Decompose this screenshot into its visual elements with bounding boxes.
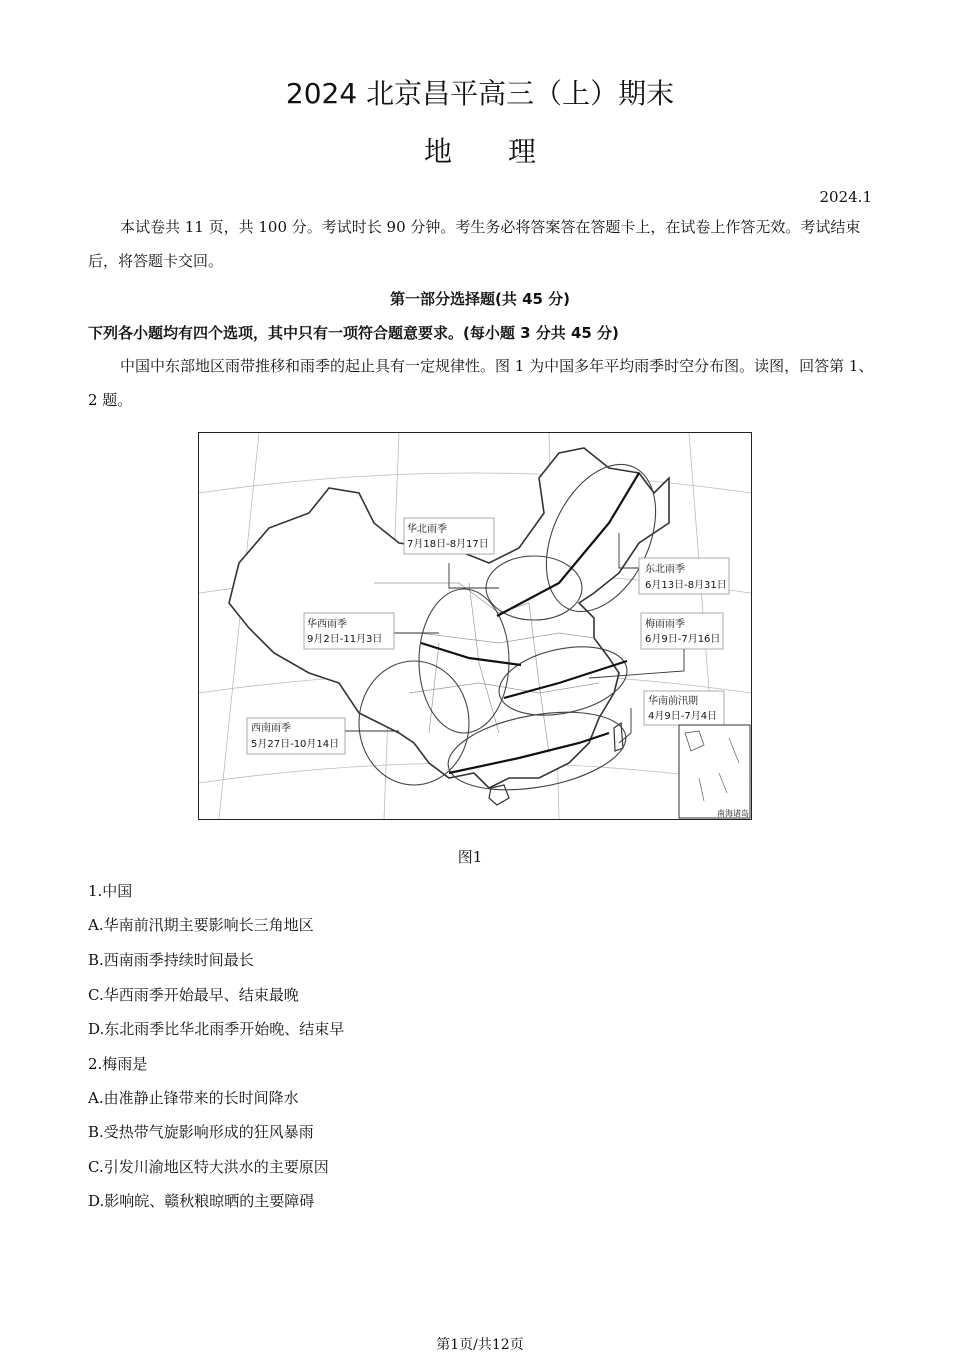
section-title: 第一部分选择题(共 45 分) bbox=[389, 290, 571, 308]
label-meiyu-dates: 6月9日-7月16日 bbox=[645, 634, 721, 645]
question-2-stem: 2.梅雨是 bbox=[88, 1055, 148, 1073]
label-south-china-name: 华南前汛期 bbox=[648, 696, 698, 707]
question-2-option-c[interactable]: C.引发川渝地区特大洪水的主要原因 bbox=[88, 1158, 329, 1176]
label-northeast-name: 东北雨季 bbox=[645, 564, 685, 575]
map-svg bbox=[199, 433, 751, 819]
label-west-china-name: 华西雨季 bbox=[307, 619, 347, 630]
question-1-option-d[interactable]: D.东北雨季比华北雨季开始晚、结束早 bbox=[88, 1020, 345, 1038]
question-1-option-b[interactable]: B.西南雨季持续时间最长 bbox=[88, 951, 254, 969]
label-north-china-name: 华北雨季 bbox=[407, 524, 447, 535]
inset-label: 南海诸岛 bbox=[717, 809, 749, 818]
subject-title: 地理 bbox=[423, 135, 592, 168]
section-instruction: 下列各小题均有四个选项，其中只有一项符合题意要求。(每小题 3 分共 45 分) bbox=[88, 324, 619, 342]
label-meiyu-name: 梅雨雨季 bbox=[645, 619, 685, 630]
question-2-option-b[interactable]: B.受热带气旋影响形成的狂风暴雨 bbox=[88, 1123, 314, 1141]
exam-title: 2024 北京昌平高三（上）期末 bbox=[285, 77, 675, 110]
label-west-china-dates: 9月2日-11月3日 bbox=[307, 634, 383, 645]
exam-date: 2024.1 bbox=[819, 188, 872, 206]
question-1-stem: 1.中国 bbox=[88, 882, 133, 900]
page-footer: 第1页/共12页 bbox=[436, 1337, 524, 1353]
rain-season-map bbox=[198, 432, 752, 820]
label-northeast-dates: 6月13日-8月31日 bbox=[645, 580, 727, 591]
question-2-option-a[interactable]: A.由准静止锋带来的长时间降水 bbox=[88, 1089, 299, 1107]
label-south-china-dates: 4月9日-7月4日 bbox=[648, 711, 718, 722]
intro-paragraph: 本试卷共 11 页，共 100 分。考试时长 90 分钟。考生务必将答案答在答题卡上，在试卷上作答无效。考试结束后，将答题卡交回。 bbox=[88, 218, 861, 270]
question-2-option-d[interactable]: D.影响皖、赣秋粮晾晒的主要障碍 bbox=[88, 1192, 315, 1210]
south-china-sea-inset bbox=[679, 725, 750, 818]
question-1-option-a[interactable]: A.华南前汛期主要影响长三角地区 bbox=[88, 916, 314, 934]
question-stem-paragraph: 中国中东部地区雨带推移和雨季的起止具有一定规律性。图 1 为中国多年平均雨季时空分布图。读图，回答第 1、2 题。 bbox=[88, 357, 874, 409]
label-southwest-name: 西南雨季 bbox=[251, 723, 291, 734]
label-southwest-dates: 5月27日-10月14日 bbox=[251, 739, 340, 750]
label-north-china-dates: 7月18日-8月17日 bbox=[407, 539, 489, 550]
question-1-option-c[interactable]: C.华西雨季开始最早、结束最晚 bbox=[88, 986, 299, 1004]
figure-caption: 图1 bbox=[457, 848, 483, 866]
